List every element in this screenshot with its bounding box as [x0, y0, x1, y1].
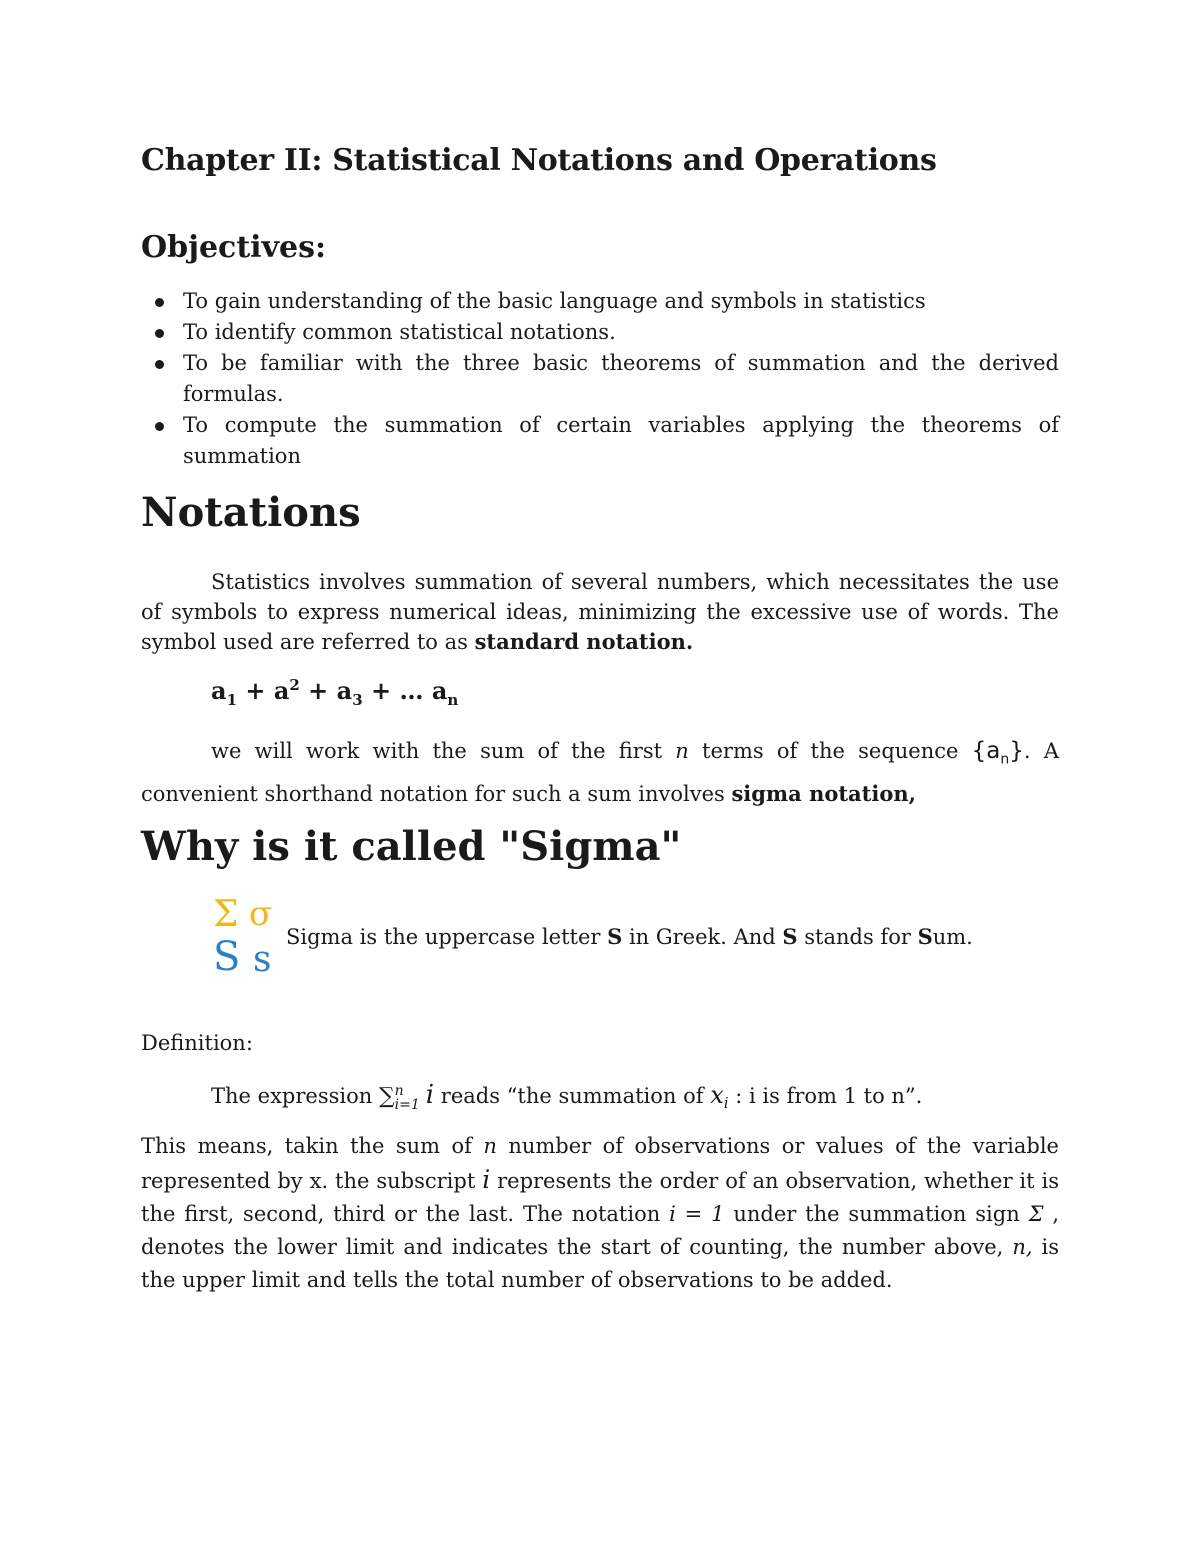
notations-heading: Notations [141, 489, 361, 536]
definition-expression [211, 1080, 922, 1112]
objective-text: To identify common statistical notations. [183, 320, 616, 344]
chapter-title: Chapter II: Statistical Notations and Operations [141, 143, 937, 178]
expression-text: reads “the summation of [434, 1084, 711, 1108]
caption-text: stands for [797, 925, 918, 949]
formula-term: a [273, 676, 290, 705]
explanation-text: is the upper limit and tells the total number of observations to be added. [141, 1235, 1060, 1292]
sequence-close: } [1009, 738, 1024, 764]
objective-item [141, 348, 1059, 410]
explanation-text: , denotes the lower limit and indicates the start of counting, the number above, [141, 1202, 1059, 1259]
objective-text: To gain understanding of the basic language and symbols in statistics [183, 289, 926, 313]
explanation-text: under the summation sign [724, 1202, 1029, 1226]
expression-text: : i is from 1 to n”. [728, 1084, 923, 1108]
greek-lowercase-sigma: σ [249, 894, 273, 934]
sigma-letters-graphic [213, 895, 279, 981]
lower-limit: i=1 [394, 1096, 420, 1113]
objective-item [141, 410, 1059, 472]
upper-limit: n [394, 1082, 404, 1099]
math-n: n, [1012, 1235, 1033, 1259]
formula-term: a [431, 676, 448, 705]
sigma-notation-term: sigma notation, [731, 780, 916, 806]
formula-plus: + [299, 676, 337, 705]
math-i: i [482, 1165, 491, 1194]
bullet-icon [155, 329, 164, 338]
standard-notation-term: standard notation. [474, 629, 694, 654]
bullet-icon [155, 422, 164, 431]
objectives-list [141, 286, 1059, 472]
explanation-text: This means, takin the sum of [141, 1134, 484, 1158]
objectives-heading: Objectives: [141, 230, 327, 265]
greek-uppercase-sigma: Σ [213, 894, 239, 935]
formula-superscript: 2 [289, 676, 300, 694]
why-sigma-heading: Why is it called "Sigma" [141, 823, 682, 870]
bullet-icon [155, 360, 164, 369]
expression-text: The expression [211, 1084, 379, 1108]
summation-symbol: ∑ [378, 1084, 395, 1109]
formula-term: a [211, 676, 227, 705]
formula-ellipsis: … [399, 676, 432, 705]
objective-text: To compute the summation of certain variables applying the theorems of summation [183, 413, 1059, 468]
math-n: n [483, 1134, 497, 1158]
explanation-text: number of observations or values of the variable represented by x. the subscript [141, 1134, 1059, 1193]
objective-item [141, 286, 1059, 317]
sigma-intro-paragraph [141, 735, 1059, 811]
paragraph-text: . A convenient shorthand notation for such a sum involves [141, 739, 1059, 806]
latin-lowercase-s: s [253, 939, 272, 980]
caption-bold-s: S [607, 924, 623, 949]
formula-term: a [336, 676, 353, 705]
caption-bold-s: S [917, 924, 933, 949]
math-x: x [710, 1081, 724, 1109]
explanation-text: represents the order of an observation, whether it is the first, second, third or the last. The notation [141, 1169, 1059, 1226]
paragraph-text: terms of the sequence [688, 739, 972, 763]
sequence-notation [971, 738, 1024, 768]
bullet-icon [155, 298, 164, 307]
sequence-open: {a [971, 738, 1001, 764]
objective-text: To be familiar with the three basic theorems of summation and the derived formulas. [183, 351, 1059, 406]
sequence-formula [211, 676, 458, 709]
formula-subscript: 3 [352, 690, 363, 709]
paragraph-text: Statistics involves summation of several numbers, which necessitates the use of symbols to express numerical ideas, minimizing the excessive use of words. The symbol used are referred to as [141, 570, 1059, 654]
caption-text: Sigma is the uppercase letter [286, 925, 608, 949]
caption-text: in Greek. And [622, 925, 783, 949]
formula-subscript: 1 [226, 690, 237, 709]
definition-label: Definition: [141, 1031, 253, 1055]
caption-bold-s: S [782, 924, 798, 949]
math-x-subscript: i [723, 1094, 729, 1113]
formula-plus: + [237, 676, 274, 705]
formula-plus: + [362, 676, 400, 705]
definition-explanation [141, 1130, 1059, 1297]
math-n: n [675, 739, 689, 763]
summation-sign: Σ [1028, 1202, 1044, 1226]
latin-uppercase-s: S [213, 934, 241, 980]
paragraph-text: we will work with the sum of the first [211, 739, 676, 763]
sequence-subscript: n [1000, 751, 1010, 768]
formula-subscript: n [447, 690, 459, 709]
caption-text: um. [932, 925, 973, 949]
objective-item [141, 317, 1059, 348]
notations-paragraph [141, 567, 1059, 657]
sigma-caption [286, 924, 973, 949]
summation-variable: i [425, 1080, 435, 1110]
math-i-equals-1: i = 1 [669, 1202, 725, 1226]
summation-limits [395, 1084, 420, 1112]
